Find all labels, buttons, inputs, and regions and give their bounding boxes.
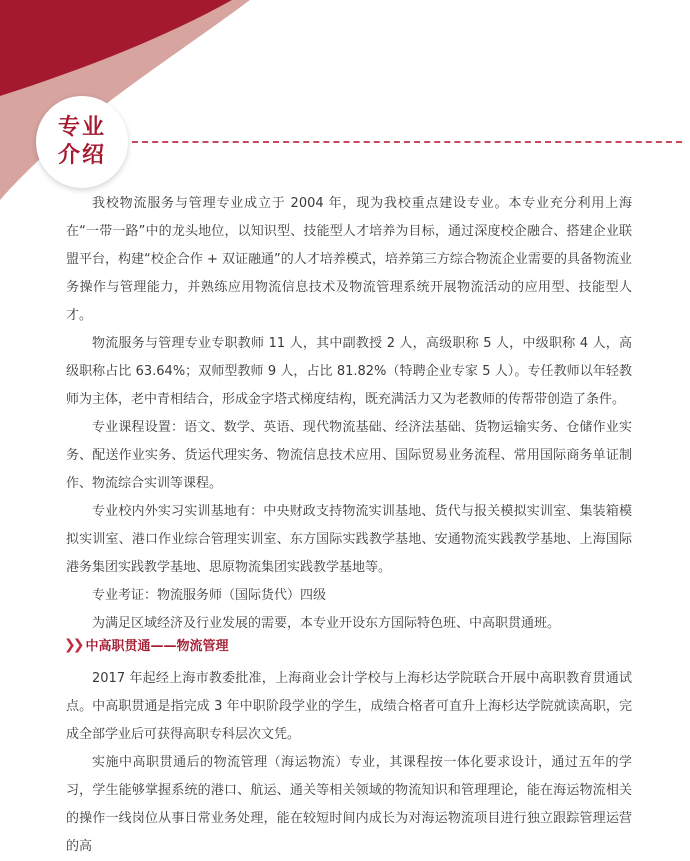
section-badge	[36, 96, 128, 188]
section-text	[66, 665, 632, 861]
corner-decoration	[0, 0, 260, 200]
intro-paragraph: 专业课程设置：语文、数学、英语、现代物流基础、经济法基础、货物运输实务、仓储作业实务、配送作业实务、货运代理实务、物流信息技术应用、国际贸易业务流程、常用国际商务单证制作、物流综合实训等课程。	[66, 420, 632, 491]
section-paragraph: 实施中高职贯通后的物流管理（海运物流）专业，其课程按一体化要求设计，通过五年的学习，学生能够掌握系统的港口、航运、通关等相关领域的物流知识和管理理论，能在海运物流相关的操作一线岗位从事日常业务处理，能在较短时间内成长为对海运物流项目进行独立跟踪管理运营的高	[66, 755, 632, 854]
badge-line-2: 介绍	[57, 143, 106, 168]
double-chevron-icon: ❯❯	[64, 636, 82, 653]
intro-paragraph: 为满足区域经济及行业发展的需要，本专业开设东方国际特色班、中高职贯通班。	[92, 616, 561, 631]
badge-line-1: 专业	[57, 115, 106, 140]
intro-paragraph: 专业考证：物流服务师（国际货代）四级	[92, 588, 327, 603]
dashed-divider	[132, 141, 682, 143]
intro-paragraph: 物流服务与管理专业专职教师 11 人，其中副教授 2 人，高级职称 5 人，中级职称 4 人，高级职称占比 63.64%；双师型教师 9 人，占比 81.82%（特聘企业专家 5 人）。专任教师以年轻教师为主体，老中青相结合，形成金字塔式梯度结构，既充满活力又为老教师的传帮带创造了条件。	[66, 336, 632, 407]
section-title: 中高职贯通——物流管理	[85, 639, 229, 654]
section-heading	[64, 635, 228, 654]
intro-text	[66, 190, 632, 638]
intro-paragraph: 专业校内外实习实训基地有：中央财政支持物流实训基地、货代与报关模拟实训室、集装箱模拟实训室、港口作业综合管理实训室、东方国际实践教学基地、安通物流实践教学基地、上海国际港务集团实践教学基地、思原物流集团实践教学基地等。	[66, 504, 632, 575]
intro-paragraph: 我校物流服务与管理专业成立于 2004 年，现为我校重点建设专业。本专业充分利用上海在“一带一路”中的龙头地位，以知识型、技能型人才培养为目标，通过深度校企融合、搭建企业联盟平台，构建“校企合作 + 双证融通”的人才培养模式，培养第三方综合物流企业需要的具备物流业务操作与管理能力，并熟练应用物流信息技术及物流管理系统开展物流活动的应用型、技能型人才。	[66, 196, 632, 323]
section-paragraph: 2017 年起经上海市教委批准，上海商业会计学校与上海杉达学院联合开展中高职教育贯通试点。中高职贯通是指完成 3 年中职阶段学业的学生，成绩合格者可直升上海杉达学院就读高职，完成全部学业后可获得高职专科层次文凭。	[66, 671, 632, 742]
